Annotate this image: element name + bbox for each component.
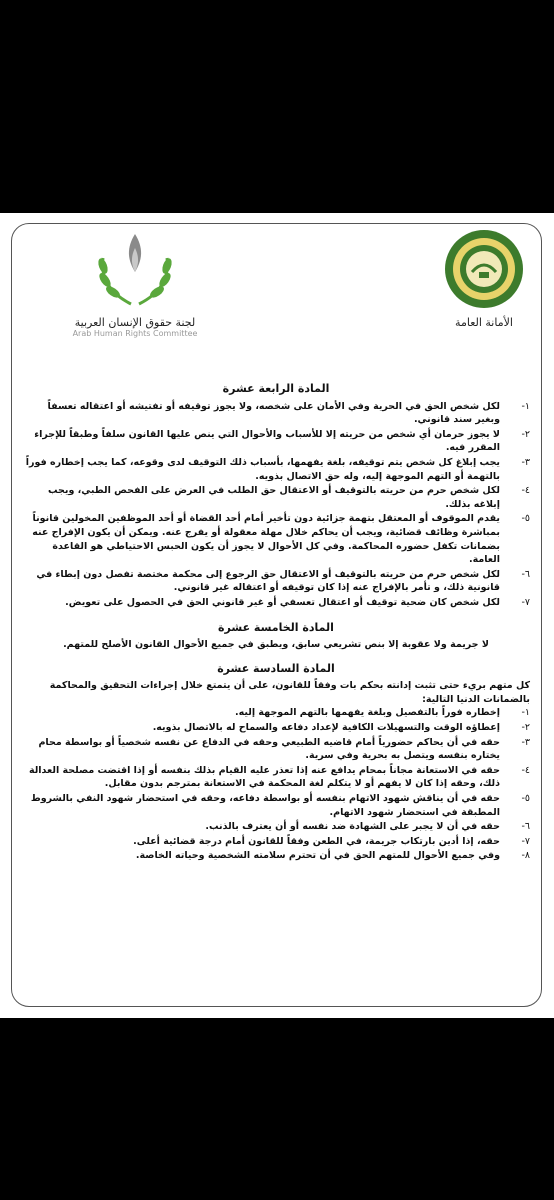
item-text: إخطاره فوراً بالتفصيل وبلغة يفهمها بالتهم الموجهة إليه.: [235, 707, 500, 719]
item-number: ٦-: [521, 568, 530, 580]
item-number: ٤-: [521, 764, 530, 776]
list-item: [22, 400, 530, 427]
list-item: [22, 792, 530, 819]
document-body: [22, 378, 530, 864]
item-number: ٥-: [521, 513, 530, 525]
list-item: [22, 484, 530, 511]
item-number: ١-: [521, 400, 530, 412]
item-number: ٧-: [521, 835, 530, 847]
list-item: [22, 706, 530, 720]
item-number: ٨-: [521, 850, 530, 862]
secretariat-label: الأمانة العامة: [455, 316, 513, 329]
item-text: لا يجوز حرمان أي شخص من حريته إلا للأسباب والأحوال التي ينص عليها القانون سلفاً وطبقاً للإجراء المقرر فيه.: [34, 428, 500, 454]
item-text: وفي جميع الأحوال للمتهم الحق في أن تحترم سلامته الشخصية وحياته الخاصة.: [135, 850, 500, 862]
item-text: لكل شخص حرم من حريته بالتوقيف أو الاعتقال حق الطلب في العرض على الفحص الطبي، ويجب إبلاغه بذلك.: [47, 485, 500, 510]
committee-name-en: Arab Human Rights Committee: [72, 329, 198, 338]
item-number: ١-: [521, 707, 530, 719]
item-text: لكل شخص كان ضحية توقيف أو اعتقال تعسفي أو غير قانوني الحق في الحصول على تعويض.: [65, 596, 500, 608]
item-number: ٧-: [521, 596, 530, 608]
item-number: ٦-: [521, 821, 530, 833]
article-16-intro: كل متهم بريء حتى تثبت إدانته بحكم بات وفقاً للقانون، على أن يتمتع خلال إجراءات التحقيق والمحاكمة بالضمانات الدنيا التالية:: [49, 680, 530, 705]
item-text: يجب إبلاغ كل شخص يتم توقيفه، بلغة يفهمها، بأسباب ذلك التوقيف لدى وقوعه، كما يجب إخطاره فوراً بالتهمة أو التهم الموجهة إليه، وله حق الاتصال بذويه.: [25, 456, 500, 482]
list-item: [22, 849, 530, 863]
article-15-title: المادة الخامسة عشرة: [218, 620, 334, 634]
committee-name-ar: لجنة حقوق الإنسان العربية: [74, 316, 196, 329]
item-text: لكل شخص حرم من حريته بالتوقيف أو الاعتقال حق الرجوع إلى محكمة مختصة تفصل دون إبطاء في قانونية ذلك، و تأمر بالإفراج عنه إذا كان توقيفه أو اعتقاله غير قانوني.: [36, 568, 500, 594]
arab-league-emblem-icon: [443, 228, 525, 310]
item-number: ٥-: [521, 793, 530, 805]
list-item: [22, 721, 530, 735]
item-text: حقه، إذا أدين بارتكاب جريمة، في الطعن وفقاً للقانون أمام درجة قضائية أعلى.: [133, 835, 500, 847]
item-number: ٢-: [521, 428, 530, 440]
list-item: [22, 764, 530, 791]
article-14-list: [22, 400, 530, 610]
item-number: ٣-: [521, 456, 530, 468]
list-item: [22, 820, 530, 834]
article-16-title: المادة السادسة عشرة: [217, 661, 335, 675]
list-item: [22, 428, 530, 455]
list-item: [22, 512, 530, 566]
article-16-list: [22, 706, 530, 863]
item-text: حقه في أن يحاكم حضورياً أمام قاضيه الطبيعي وحقه في الدفاع عن نفسه شخصياً أو بواسطة محام يختاره بنفسه ويتصل به بحرية وفي سرية.: [38, 736, 500, 762]
list-item: [22, 736, 530, 763]
item-text: لكل شخص الحق في الحرية وفي الأمان على شخصه، ولا يجوز توقيفه أو تفتيشه أو اعتقاله تعسفاً وبغير سند قانوني.: [47, 400, 500, 426]
item-number: ٤-: [521, 485, 530, 497]
item-text: يقدم الموقوف أو المعتقل بتهمة جزائية دون تأخير أمام أحد القضاة أو أحد الموظفين المخولين قانوناً بمباشرة وظائف قضائية، ويجب أن يحاكم خلال مهلة معقولة أو يفرج عنه. ويمكن أن يكون الإفراج عنه بضمانات تكفل حضوره المحاكمة. وفي كل الأحوال لا يجوز أن يكون الحبس الاحتياطي هو القاعدة العامة.: [32, 513, 500, 566]
document-page: [0, 213, 554, 1018]
item-text: حقه في الاستعانة مجاناً بمحام يدافع عنه إذا تعذر عليه القيام بذلك بنفسه أو إذا اقتضت مصلحة العدالة ذلك، وحقه إذا كان لا يفهم أو لا يتكلم لغة المحكمة في الاستعانة بمترجم بدون مقابل.: [28, 764, 500, 790]
list-item: [22, 596, 530, 610]
item-text: إعطاؤه الوقت والتسهيلات الكافية لإعداد دفاعه والسماح له بالاتصال بذويه.: [152, 722, 500, 734]
list-item: [22, 568, 530, 595]
item-number: ٢-: [521, 722, 530, 734]
list-item: [22, 835, 530, 849]
article-15-text: لا جريمة ولا عقوبة إلا بنص تشريعي سابق، ويطبق في جميع الأحوال القانون الأصلح للمتهم.: [63, 639, 489, 651]
item-text: حقه في أن لا يجبر على الشهادة ضد نفسه أو أن يعترف بالذنب.: [205, 821, 500, 833]
list-item: [22, 456, 530, 483]
item-text: حقه في أن يناقش شهود الاتهام بنفسه أو بواسطة دفاعه، وحقه في استحضار شهود النفي بالشروط المطبقة في استحضار شهود الاتهام.: [30, 793, 500, 818]
flame-laurel-icon: [85, 228, 185, 310]
article-14-title: المادة الرابعة عشرة: [222, 382, 330, 395]
committee-logo: [70, 228, 200, 338]
item-number: ٣-: [521, 736, 530, 748]
arab-league-logo: [434, 228, 534, 329]
